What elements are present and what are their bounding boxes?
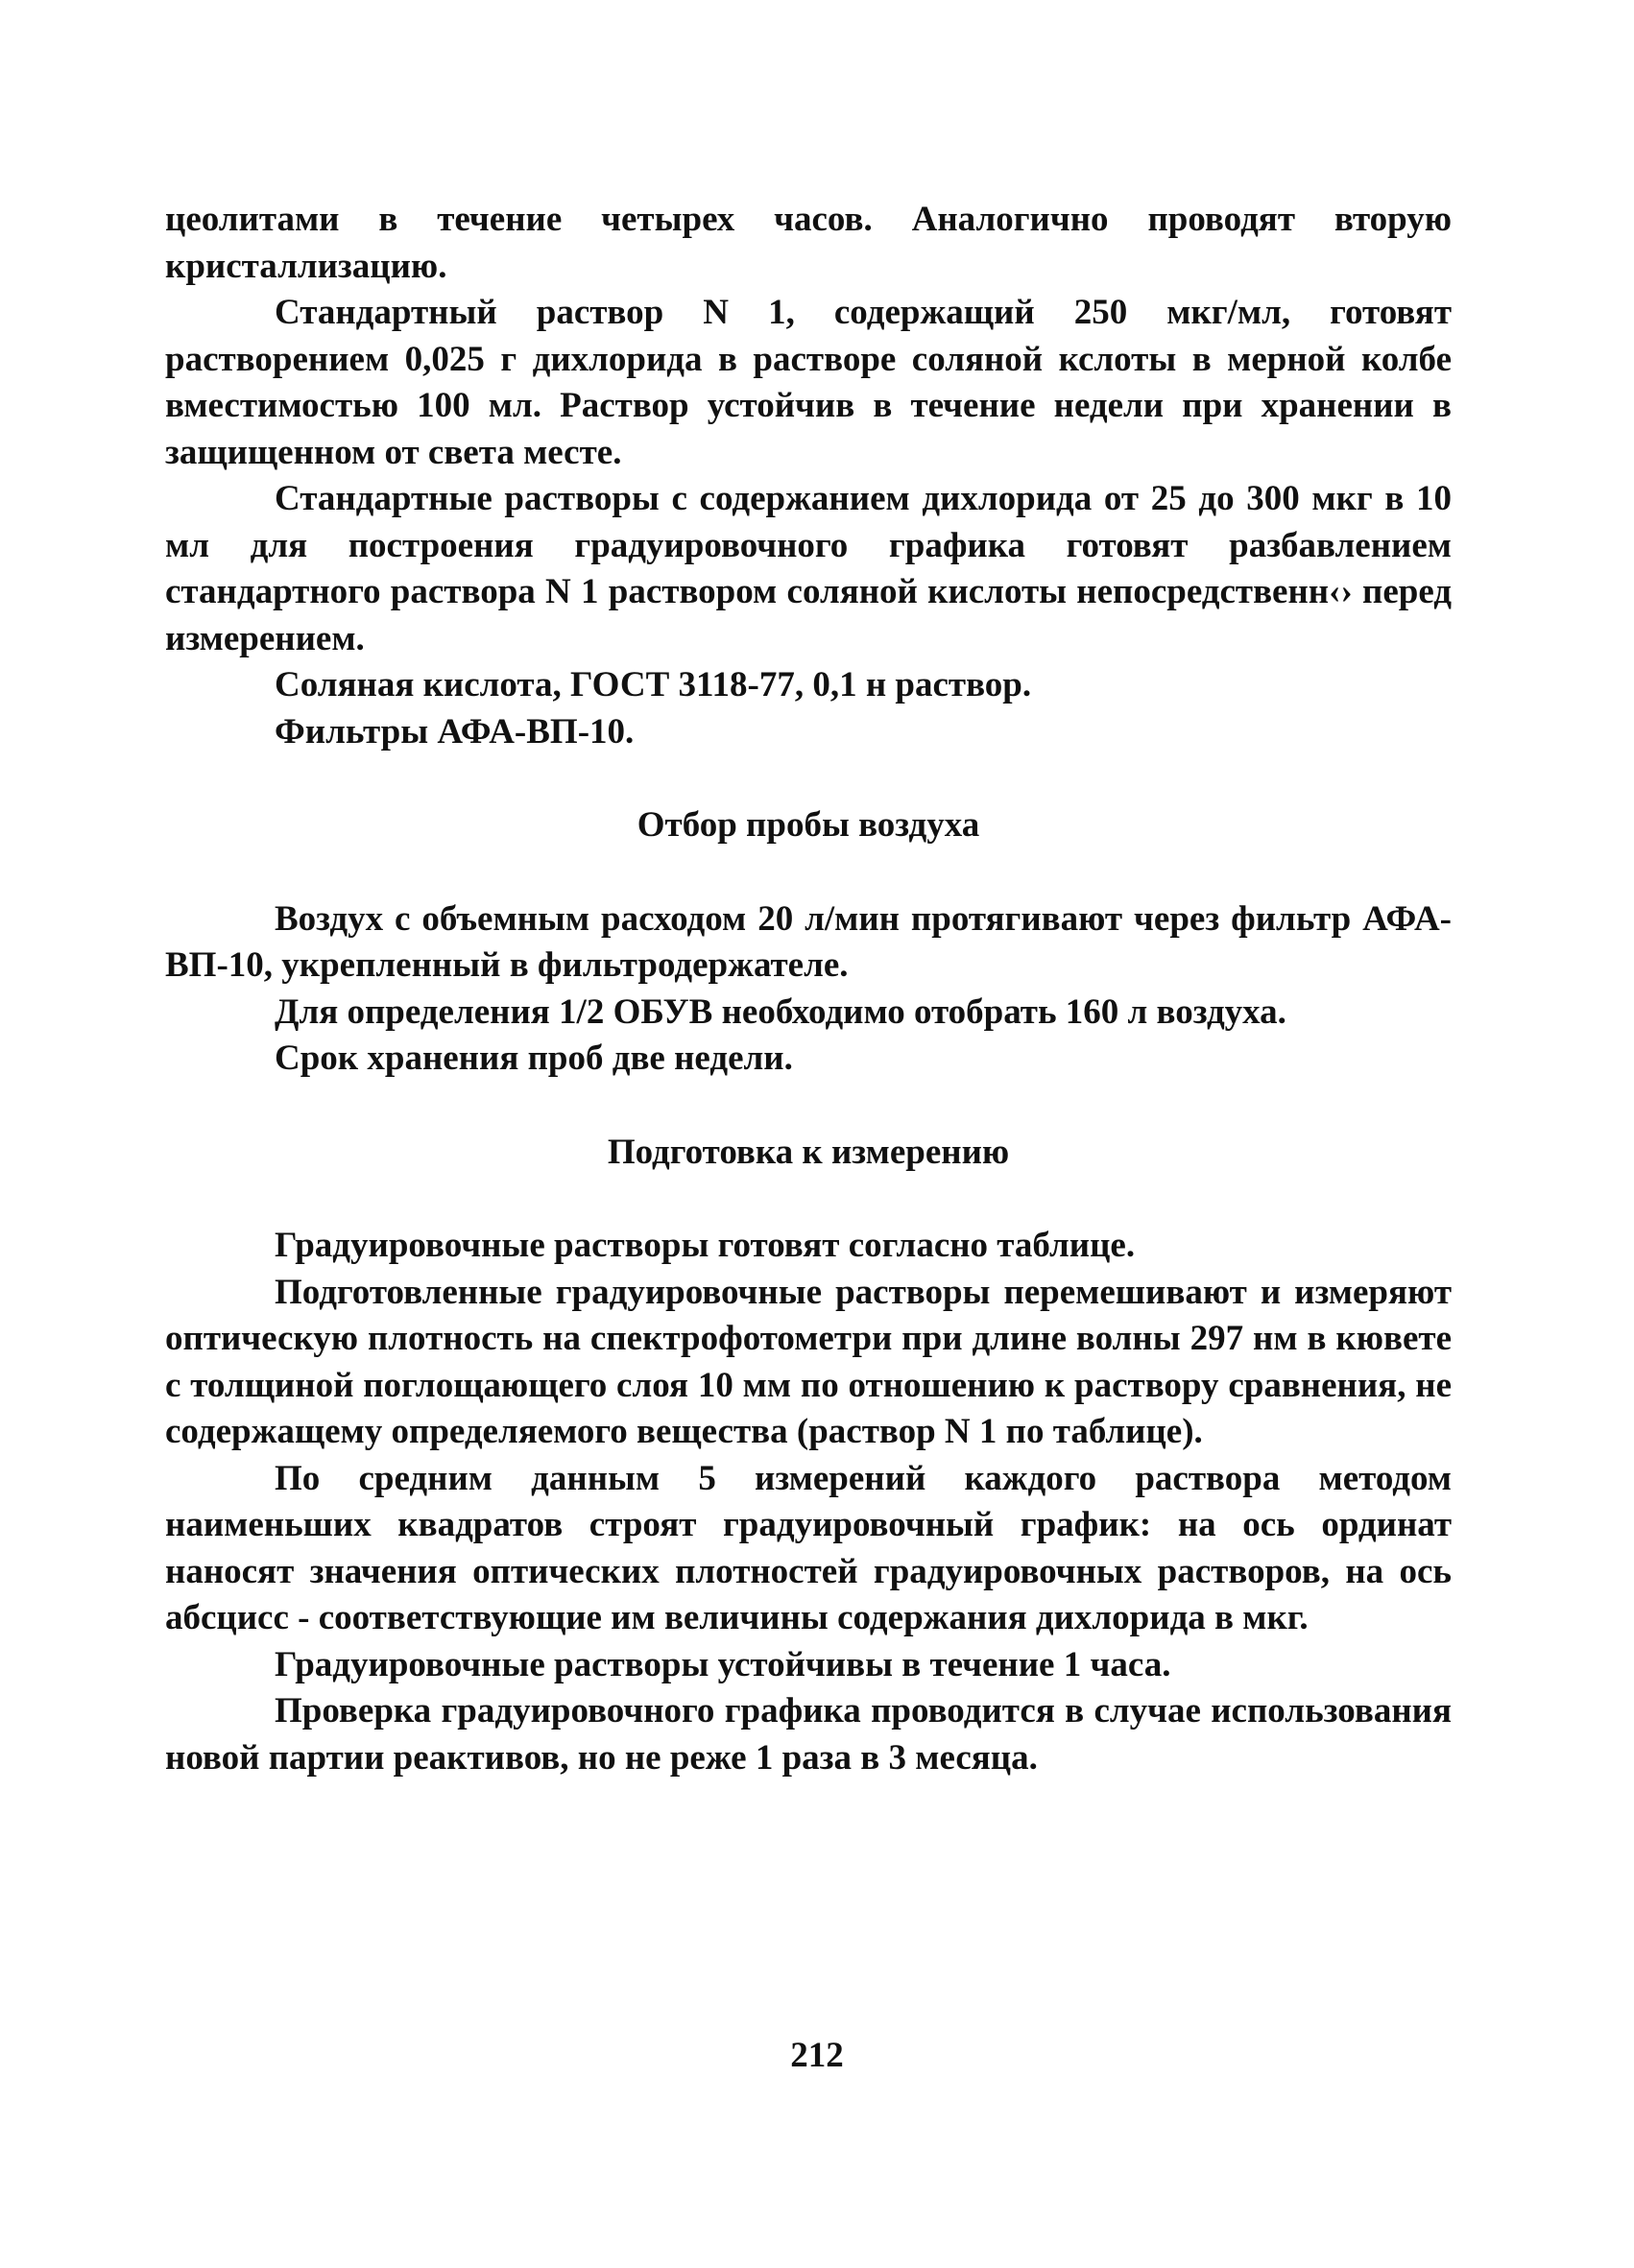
- section-heading-measurement-preparation: Подготовка к измерению: [607, 1132, 1010, 1172]
- page-number: 212: [790, 2036, 844, 2075]
- paragraph-calibration-graph: По средним данным 5 измерений каждого раствора методом наименьших квадратов строят градуировочный график: на ось ординат наносят значения оптических плотностей градуировочных растворов, на ось абсцисс - соответствующие им величины содержания дихлорида в мкг.: [165, 1458, 1452, 1637]
- section-heading-air-sampling: Отбор пробы воздуха: [637, 805, 980, 845]
- paragraph-continuation: цеолитами в течение четырех часов. Аналогично проводят вторую кристаллизацию.: [165, 200, 1452, 286]
- paragraph-calibration-solutions: Градуировочные растворы готовят согласно таблице.: [275, 1226, 1136, 1265]
- paragraph-filters: Фильтры АФА-ВП-10.: [275, 711, 635, 752]
- paragraph-solution-stability: Градуировочные растворы устойчивы в течение 1 часа.: [275, 1644, 1171, 1684]
- paragraph-storage-time: Срок хранения проб две недели.: [275, 1039, 793, 1078]
- paragraph-sample-volume: Для определения 1/2 ОБУВ необходимо отобрать 160 л воздуха.: [275, 991, 1286, 1032]
- section-measurement-preparation-body: [165, 1223, 1452, 1781]
- paragraph-standard-solutions: Стандартные растворы с содержанием дихлорида от 25 до 300 мкг в 10 мл для построения градуировочного графика готовят разбавлением стандартного раствора N 1 раствором соляной кислоты непосредственн‹› перед измерением.: [165, 479, 1452, 658]
- paragraph-graph-verification: Проверка градуировочного графика проводится в случае использования новой партии реактивов, но не реже 1 раза в 3 месяца.: [165, 1691, 1452, 1778]
- paragraph-standard-solution-1: Стандартный раствор N 1, содержащий 250 мкг/мл, готовят растворением 0,025 г дихлорида в растворе соляной кслоты в мерной колбе вместимостью 100 мл. Раствор устойчив в течение недели при хранении в защищенном от света месте.: [165, 293, 1452, 472]
- paragraph-air-flow: Воздух с объемным расходом 20 л/мин протягивают через фильтр АФА-ВП-10, укрепленный в фильтродержателе.: [165, 898, 1452, 985]
- page-body: [165, 197, 1452, 1781]
- section-air-sampling-body: [165, 896, 1452, 1083]
- paragraph-optical-density: Подготовленные градуировочные растворы перемешивают и измеряют оптическую плотность на спектрофотометри при длине волны 297 нм в кювете с толщиной поглощающего слоя 10 мм по отношению к раствору сравнения, не содержащему определяемого вещества (раствор N 1 по таблице).: [165, 1272, 1452, 1451]
- paragraph-hydrochloric-acid: Соляная кислота, ГОСТ 3118-77, 0,1 н раствор.: [275, 665, 1032, 704]
